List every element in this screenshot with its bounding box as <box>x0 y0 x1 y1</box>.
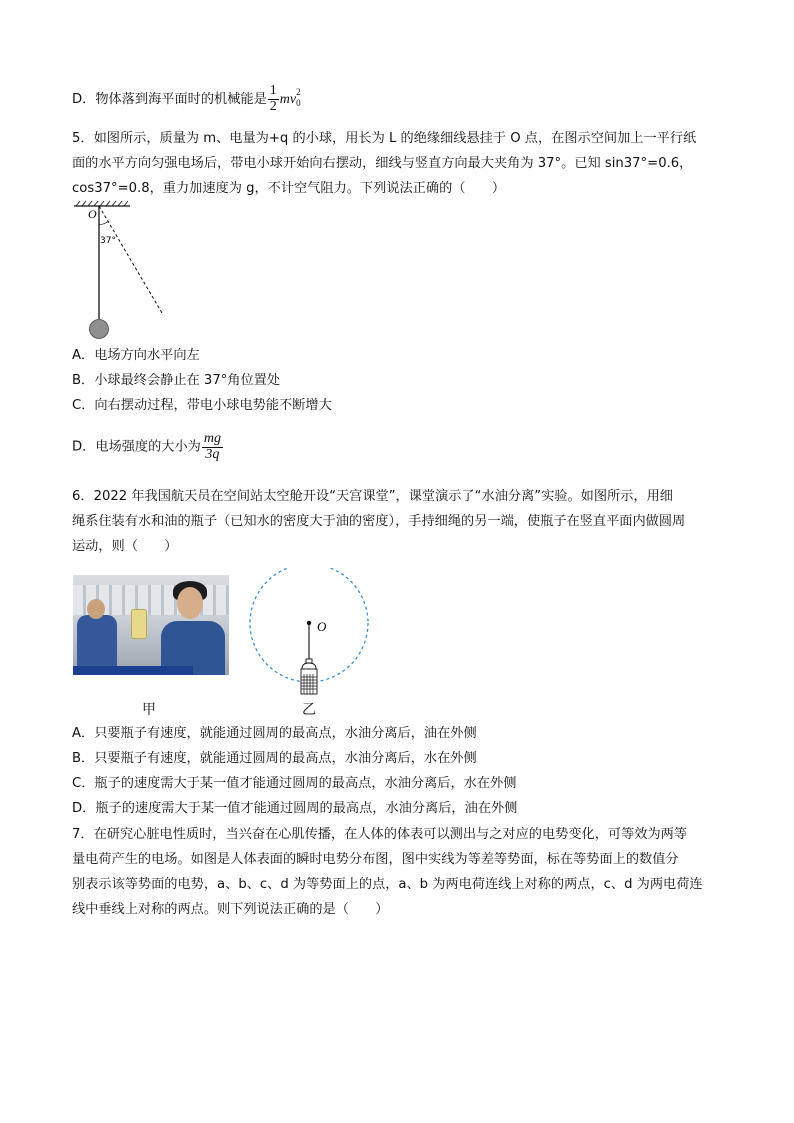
q6-option-c: C．瓶子的速度需大于某一值才能通过圆周的最高点，水油分离后，水在外侧 <box>72 776 517 791</box>
q4-fraction <box>268 84 279 114</box>
q5-option-d <box>72 432 224 462</box>
q6-figure-label-yi: 乙 <box>302 702 316 718</box>
q7-stem-line-3: 别表示该等势面的电势，a、b、c、d 为等势面上的点，a、b 为两电荷连线上对称的两点，c、d 为两电荷连 <box>72 877 703 892</box>
q6-stem-line-2: 绳系住装有水和油的瓶子（已知水的密度大于油的密度），手持细绳的另一端，使瓶子在竖直平面内做圆周 <box>72 514 686 529</box>
q5-frac-numerator: mg <box>203 431 221 446</box>
q6-option-d: D．瓶子的速度需大于某一值才能通过圆周的最高点，水油分离后，油在外侧 <box>72 801 518 816</box>
q5-fraction <box>202 432 223 462</box>
q4-formula-sub: 0 <box>296 98 301 109</box>
q7-stem-line-4: 线中垂线上对称的两点。则下列说法正确的是（ ） <box>72 902 389 917</box>
q6-stem-line-1: 6．2022 年我国航天员在空间站太空舱开设“天宫课堂”，课堂演示了“水油分离”实验。如图所示，用细 <box>72 489 673 504</box>
q6-stem-line-3: 运动，则（ ） <box>72 539 178 554</box>
q6-point-o-label: O <box>317 619 327 634</box>
q7-stem-line-1: 7．在研究心脏电性质时，当兴奋在心肌传播，在人体的体表可以测出与之对应的电势变化，可等效为两等 <box>72 827 688 842</box>
q6-option-b: B．只要瓶子有速度，就能通过圆周的最高点，水油分离后，水在外侧 <box>72 751 477 766</box>
q7-stem-line-2: 量电荷产生的电场。如图是人体表面的瞬时电势分布图，图中实线为等差等势面，标在等势面上的数值分 <box>72 852 679 867</box>
q5-option-b: B．小球最终会静止在 37°角位置处 <box>72 373 281 388</box>
q5-stem-line-3: cos37°=0.8，重力加速度为 g，不计空气阻力。下列说法正确的（ ） <box>72 181 506 196</box>
q5-option-c: C．向右摆动过程，带电小球电势能不断增大 <box>72 398 332 413</box>
q4-frac-numerator: 1 <box>269 83 277 98</box>
q6-figure-label-jia: 甲 <box>142 702 156 718</box>
q4-frac-denominator: 2 <box>269 98 277 114</box>
q5-frac-denominator: 3q <box>205 446 220 462</box>
q6-circular-motion-diagram <box>245 568 375 698</box>
q5-point-o-label: O <box>88 207 97 221</box>
q6-option-a: A．只要瓶子有速度，就能通过圆周的最高点，水油分离后，油在外侧 <box>72 726 477 741</box>
q4-formula-sup: 2 <box>296 87 301 98</box>
q5-stem-line-1: 5．如图所示，质量为 m、电量为+q 的小球，用长为 L 的绝缘细线悬挂于 O 点，在图示空间加上一平行纸 <box>72 131 697 146</box>
q5-angle-label: 37° <box>100 236 116 246</box>
q5-pendulum-diagram <box>72 199 172 344</box>
q5-option-d-text: D．电场强度的大小为 <box>72 439 201 455</box>
q5-option-a: A．电场方向水平向左 <box>72 348 200 363</box>
q5-stem-line-2: 面的水平方向匀强电场后，带电小球开始向右摆动，细线与竖直方向最大夹角为 37°。已知 sin37°=0.6， <box>72 156 693 171</box>
q4-formula: mv <box>279 92 297 108</box>
q4-option-d-text: D．物体落到海平面时的机械能是 <box>72 92 267 108</box>
q4-option-d <box>72 84 304 114</box>
q6-astronaut-photo <box>73 575 229 675</box>
